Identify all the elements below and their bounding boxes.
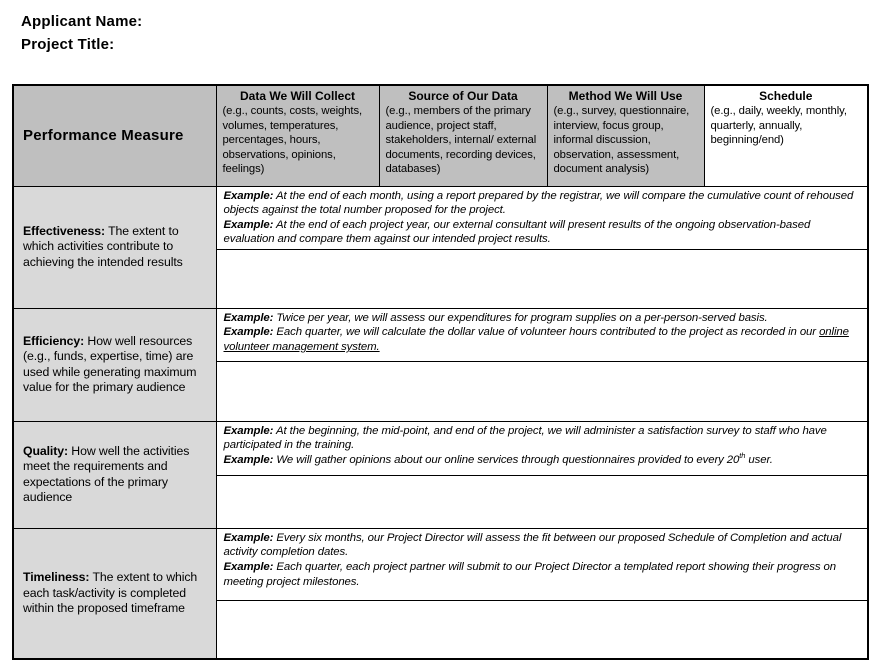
measure-cell-effectiveness bbox=[13, 186, 216, 308]
page-header bbox=[21, 10, 142, 56]
entry-cell-effectiveness[interactable] bbox=[216, 249, 868, 308]
measure-description: How well the activities meet the requirements and expectations of the primary audience bbox=[23, 443, 190, 505]
example-cell-efficiency bbox=[216, 308, 868, 361]
table-row-timeliness bbox=[13, 528, 868, 600]
entry-cell-efficiency[interactable] bbox=[216, 361, 868, 421]
performance-measure-table bbox=[12, 84, 869, 660]
column-subtitle: (e.g., daily, weekly, monthly, quarterly, annually, beginning/end) bbox=[710, 105, 847, 146]
header-source-of-our-data bbox=[379, 85, 547, 186]
header-performance-measure: Performance Measure bbox=[13, 85, 216, 186]
applicant-name-label: Applicant Name: bbox=[21, 13, 143, 30]
column-title: Method We Will Use bbox=[568, 89, 683, 103]
measure-rows bbox=[13, 186, 868, 659]
measure-description: The extent to which activities contribute to achieving the intended results bbox=[23, 223, 183, 269]
measure-description: The extent to which each task/activity is completed within the proposed timeframe bbox=[23, 570, 198, 616]
header-schedule bbox=[704, 85, 868, 186]
table-row-quality bbox=[13, 421, 868, 475]
example-text: Example: Every six months, our Project Director will assess the fit between our proposed Schedule of Completion and actual activity completion dates. bbox=[223, 531, 842, 559]
entry-cell-quality[interactable] bbox=[216, 475, 868, 528]
column-subtitle: (e.g., survey, questionnaire, interview, focus group, informal discussion, observation, assessment, document analysis) bbox=[553, 105, 690, 175]
column-title: Source of Our Data bbox=[408, 89, 518, 103]
header-method-we-will-use bbox=[547, 85, 704, 186]
example-text: Example: At the end of each project year, our external consultant will present results of the ongoing observation-based evaluation and compare them against our intended project results. bbox=[223, 218, 811, 246]
measure-description: How well resources (e.g., funds, expertise, time) are used while generating maximum value for the primary audience bbox=[23, 333, 197, 395]
project-title-label: Project Title: bbox=[21, 36, 115, 53]
column-subtitle: (e.g., members of the primary audience, project staff, stakeholders, internal/ external documents, recording devices, databases) bbox=[385, 105, 537, 175]
example-cell-quality bbox=[216, 421, 868, 475]
measure-term: Timeliness: bbox=[23, 570, 90, 585]
table-row-efficiency bbox=[13, 308, 868, 361]
header-data-we-will-collect bbox=[216, 85, 379, 186]
example-cell-effectiveness bbox=[216, 186, 868, 249]
measure-cell-efficiency bbox=[13, 308, 216, 421]
example-cell-timeliness bbox=[216, 528, 868, 600]
column-title: Schedule bbox=[759, 89, 813, 103]
example-text: Example: Each quarter, each project partner will submit to our Project Director a templated report showing their progress on meeting project milestones. bbox=[223, 561, 836, 588]
measure-cell-quality bbox=[13, 421, 216, 528]
measure-cell-timeliness bbox=[13, 528, 216, 659]
measure-term: Quality: bbox=[23, 443, 68, 458]
measure-term: Effectiveness: bbox=[23, 223, 105, 238]
example-text: Example: At the beginning, the mid-point, and end of the project, we will administer a satisfaction survey to staff who have participated in the training. bbox=[223, 424, 827, 452]
example-text: Example: Twice per year, we will assess our expenditures for program supplies on a per-person-served basis. bbox=[223, 311, 768, 324]
entry-cell-timeliness[interactable] bbox=[216, 600, 868, 659]
column-subtitle: (e.g., counts, costs, weights, volumes, temperatures, percentages, hours, observations, opinions, feelings) bbox=[222, 105, 363, 175]
example-text: Example: Each quarter, we will calculate the dollar value of volunteer hours contributed to the project as recorded in our online volunteer management system. bbox=[223, 326, 849, 354]
example-text: Example: At the end of each month, using a report prepared by the registrar, we will compare the cumulative count of rehoused objects against the total number proposed for the project. bbox=[223, 189, 854, 217]
column-title: Data We Will Collect bbox=[239, 89, 356, 103]
measure-term: Efficiency: bbox=[23, 333, 85, 348]
table-row-effectiveness bbox=[13, 186, 868, 249]
header-row bbox=[13, 85, 868, 186]
example-text: Example: We will gather opinions about our online services through questionnaires provided to every 20th user. bbox=[223, 451, 773, 467]
